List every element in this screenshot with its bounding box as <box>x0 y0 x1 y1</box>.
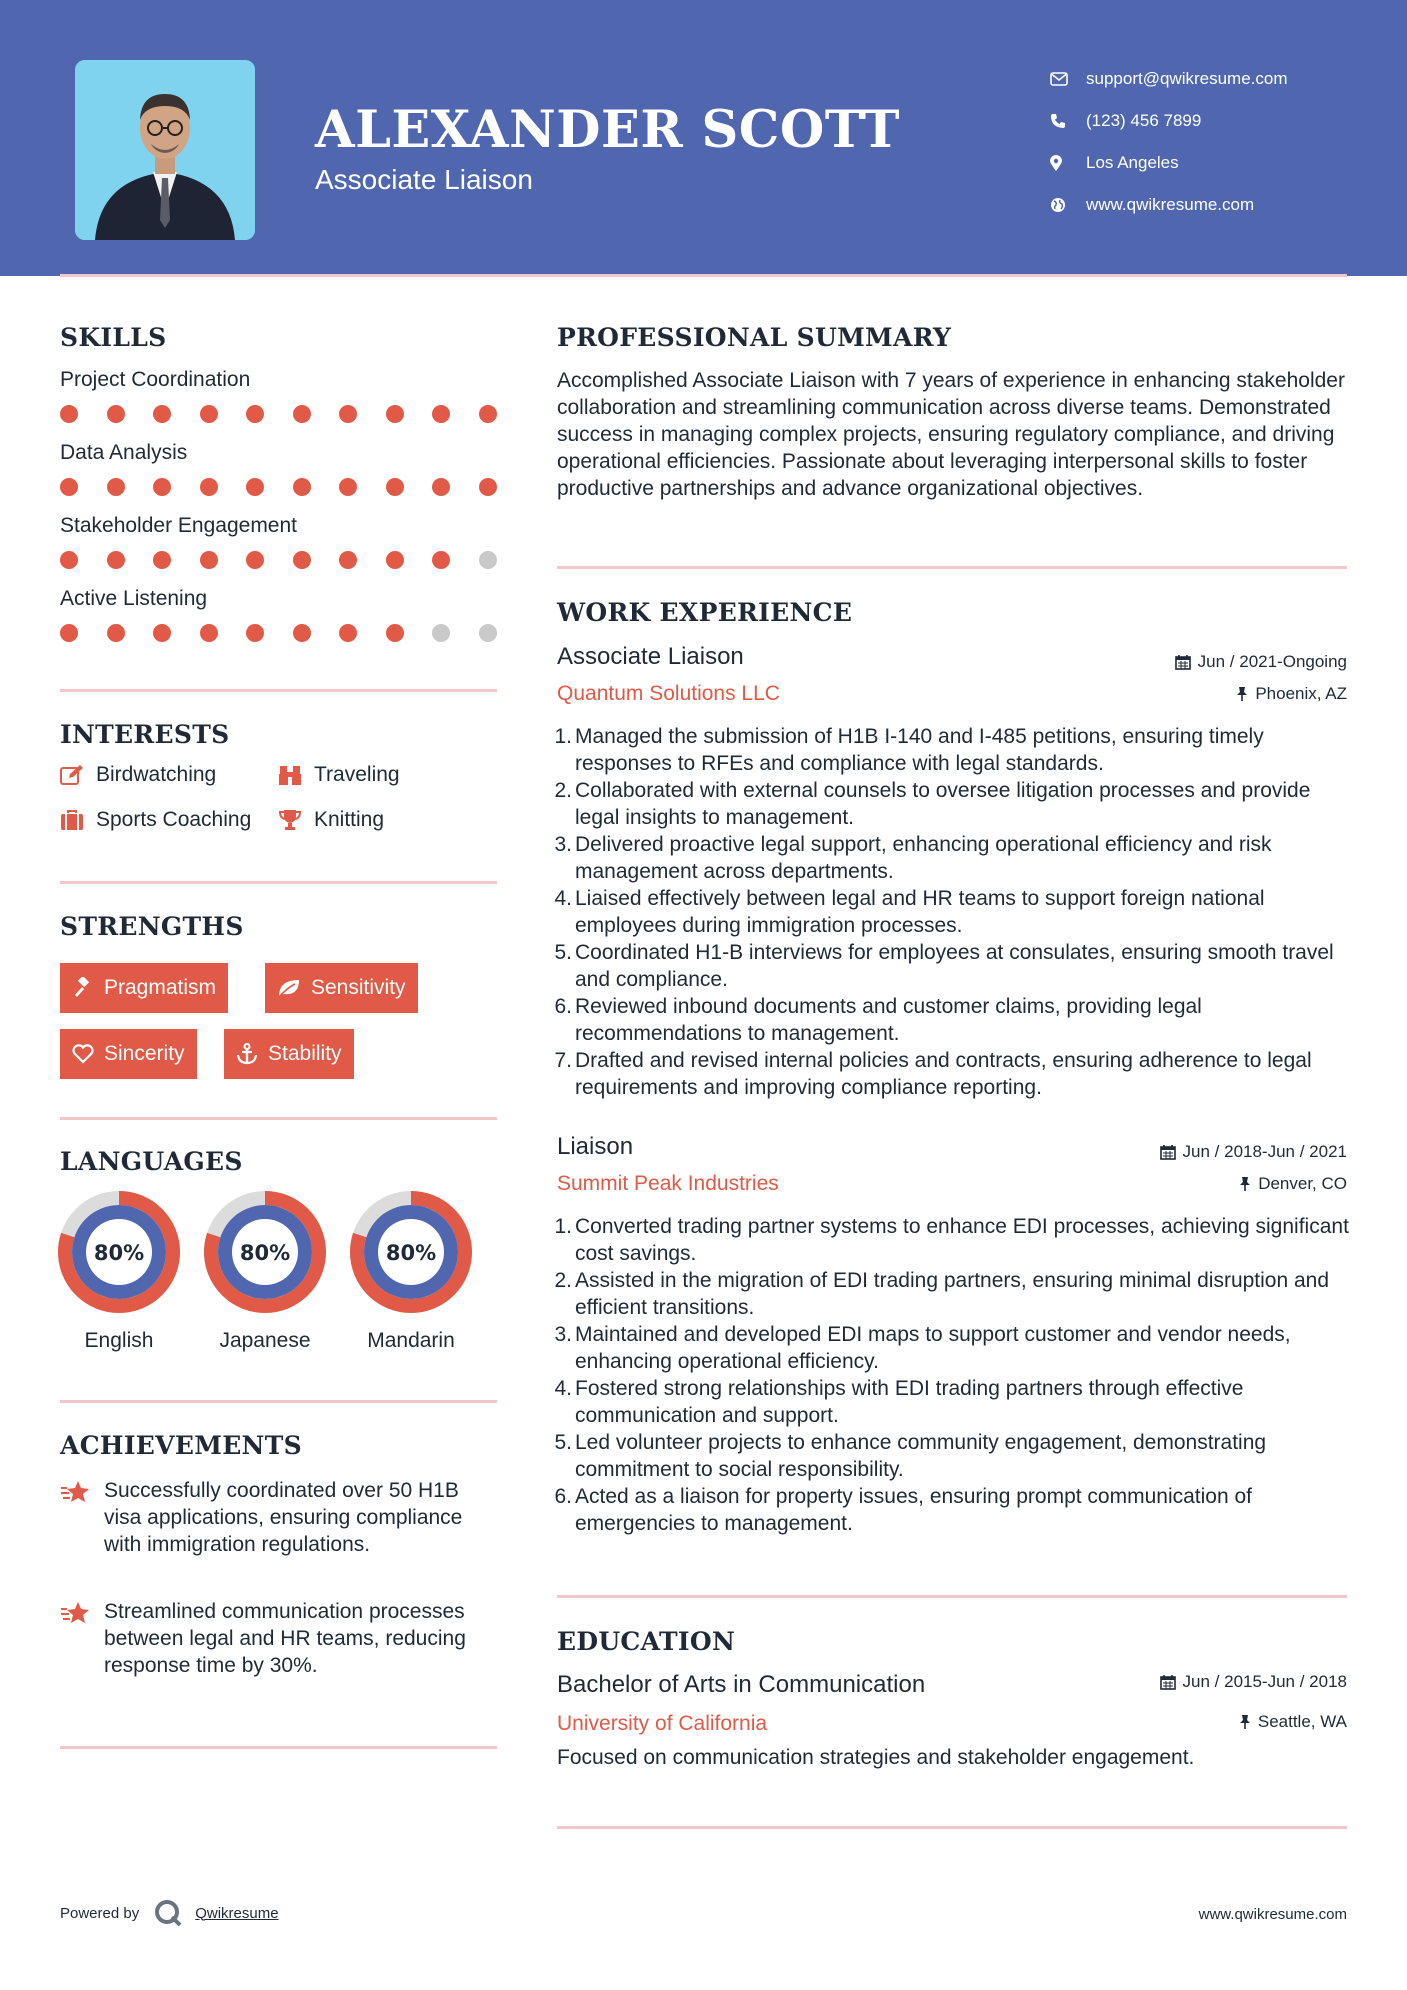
job-bullet: 1. Converted trading partner systems to enhance EDI processes, achieving significant cost savings. <box>554 1215 1349 1265</box>
rating-dot <box>293 551 311 569</box>
strength-badge <box>265 963 418 1013</box>
interest-item <box>60 763 216 787</box>
rating-dot <box>153 551 171 569</box>
achievement-text: Streamlined communication processes between legal and HR teams, reducing response time by 30%. <box>104 1600 466 1677</box>
job-bullet: 6. Acted as a liaison for property issues, ensuring prompt communication of emergencies to management. <box>554 1485 1252 1535</box>
rating-dot <box>479 478 497 496</box>
trophy-icon <box>278 809 314 831</box>
skill-rating <box>60 624 525 642</box>
job-title: Liaison <box>557 1133 634 1160</box>
rating-dot <box>479 405 497 423</box>
rating-dot <box>386 478 404 496</box>
job-bullet: 3. Delivered proactive legal support, enhancing operational efficiency and risk management across departments. <box>554 833 1272 883</box>
calendar-icon <box>1160 1144 1176 1160</box>
achievement-item <box>60 1598 500 1679</box>
rating-dot <box>246 478 264 496</box>
contact-website-text: www.qwikresume.com <box>1086 195 1255 214</box>
anchor-icon <box>236 1043 258 1065</box>
job-bullet: 3. Maintained and developed EDI maps to support customer and vendor needs, enhancing operational efficiency. <box>554 1323 1291 1373</box>
rating-dot <box>339 405 357 423</box>
rating-dot <box>293 405 311 423</box>
rating-dot <box>246 551 264 569</box>
education-location <box>1239 1712 1347 1732</box>
calendar-icon <box>1160 1674 1176 1690</box>
rating-dot <box>432 551 450 569</box>
skill-rating <box>60 551 525 569</box>
rating-dot <box>339 551 357 569</box>
rating-dot <box>432 478 450 496</box>
language-item <box>203 1190 327 1353</box>
contact-email[interactable] <box>1050 58 1288 100</box>
strength-label: Stability <box>268 1042 342 1065</box>
rating-dot <box>200 405 218 423</box>
job-bullet: 4. Liaised effectively between legal and HR teams to support foreign national employees during immigration processes. <box>554 887 1265 937</box>
language-name: Mandarin <box>367 1329 455 1352</box>
skills-heading: SKILLS <box>60 323 167 352</box>
candidate-name: ALEXANDER SCOTT <box>315 100 900 160</box>
pushpin-icon <box>1239 1714 1251 1730</box>
rating-dot <box>246 405 264 423</box>
pushpin-icon <box>1236 686 1248 702</box>
heart-icon <box>72 1044 94 1064</box>
section-divider <box>60 881 497 884</box>
job-bullet: 2. Assisted in the migration of EDI trading partners, ensuring minimal disruption and efficient transitions. <box>554 1269 1330 1319</box>
rating-dot <box>432 624 450 642</box>
rating-dot <box>339 478 357 496</box>
language-name: Japanese <box>219 1329 311 1352</box>
binoculars-icon <box>278 764 314 786</box>
job-dates-text: Jun / 2021-Ongoing <box>1197 652 1347 671</box>
job-dates-text: Jun / 2018-Jun / 2021 <box>1182 1142 1347 1161</box>
job-bullet: 4. Fostered strong relationships with EDI trading partners through effective communication and support. <box>554 1377 1244 1427</box>
leaf-icon <box>277 978 301 998</box>
job-bullet-list <box>554 1213 1352 1537</box>
summary-text: Accomplished Associate Liaison with 7 years of experience in enhancing stakeholder collaboration and streamlining communication across diverse teams. Demonstrated success in managing complex projects, ensuring regulatory compliance, and driving operational efficiencies. Passionate about leveraging interpersonal skills to foster productive partnerships and advance organizational objectives. <box>557 369 1345 500</box>
language-item <box>57 1190 181 1353</box>
education-dates-text: Jun / 2015-Jun / 2018 <box>1182 1672 1347 1691</box>
star-medal-icon <box>60 1477 104 1558</box>
rating-dot <box>107 478 125 496</box>
rating-dot <box>60 405 78 423</box>
strength-label: Sensitivity <box>311 976 406 999</box>
job-location-text: Denver, CO <box>1258 1174 1347 1193</box>
job-location <box>1236 684 1347 704</box>
education-description: Focused on communication strategies and stakeholder engagement. <box>557 1746 1195 1769</box>
job-bullet: 5. Coordinated H1-B interviews for employees at consulates, ensuring smooth travel and compliance. <box>554 941 1334 991</box>
interest-item <box>278 763 400 787</box>
rating-dot <box>153 624 171 642</box>
job-bullet: 7. Drafted and revised internal policies and contracts, ensuring adherence to legal requirements and improving compliance reporting. <box>554 1049 1312 1099</box>
rating-dot <box>200 551 218 569</box>
language-percent: 80% <box>93 1241 145 1265</box>
interests-heading: INTERESTS <box>60 720 230 749</box>
interest-label: Traveling <box>314 763 400 786</box>
strength-badge <box>224 1029 354 1079</box>
skill-name: Stakeholder Engagement <box>60 514 297 537</box>
interest-label: Sports Coaching <box>96 808 252 831</box>
briefcase-icon <box>60 809 96 831</box>
rating-dot <box>293 624 311 642</box>
profile-photo <box>75 60 255 240</box>
section-divider <box>60 1746 497 1749</box>
skill-rating <box>60 405 525 423</box>
skill-name: Active Listening <box>60 587 208 610</box>
contact-location <box>1050 142 1288 184</box>
achievements-heading: ACHIEVEMENTS <box>60 1431 302 1460</box>
section-divider <box>60 1117 497 1120</box>
education-dates <box>1160 1672 1347 1692</box>
rating-dot <box>107 551 125 569</box>
rating-dot <box>386 405 404 423</box>
language-ring <box>349 1190 473 1314</box>
strength-label: Sincerity <box>104 1042 185 1065</box>
email-icon <box>1050 72 1086 86</box>
languages-heading: LANGUAGES <box>60 1147 243 1176</box>
experience-heading: WORK EXPERIENCE <box>557 598 853 627</box>
strength-badge <box>60 963 228 1013</box>
skill-name: Project Coordination <box>60 368 251 391</box>
education-school: University of California <box>557 1712 768 1735</box>
job-bullet-list <box>554 723 1352 1101</box>
strength-label: Pragmatism <box>104 976 217 999</box>
achievement-text: Successfully coordinated over 50 H1B visa applications, ensuring compliance with immigration regulations. <box>104 1479 463 1556</box>
job-bullet: 1. Managed the submission of H1B I-140 and I-485 petitions, ensuring timely responses to RFEs and compliance with legal standards. <box>554 725 1264 775</box>
section-divider <box>557 1826 1347 1829</box>
language-percent: 80% <box>239 1241 291 1265</box>
interest-label: Knitting <box>314 808 385 831</box>
calendar-icon <box>1175 654 1191 670</box>
rating-dot <box>107 405 125 423</box>
achievement-item <box>60 1477 500 1558</box>
education-degree: Bachelor of Arts in Communication <box>557 1671 926 1698</box>
job-title: Associate Liaison <box>557 643 744 670</box>
skill-rating <box>60 478 525 496</box>
section-divider <box>557 566 1347 569</box>
job-location <box>1239 1174 1347 1194</box>
education-heading: EDUCATION <box>557 1627 736 1656</box>
powered-by-text: Powered by <box>60 1904 140 1922</box>
job-company: Summit Peak Industries <box>557 1172 779 1195</box>
star-medal-icon <box>60 1598 104 1679</box>
contact-email-text: support@qwikresume.com <box>1086 69 1288 88</box>
job-company: Quantum Solutions LLC <box>557 682 780 705</box>
contact-location-text: Los Angeles <box>1086 153 1179 172</box>
section-divider <box>557 1595 1347 1598</box>
education-location-text: Seattle, WA <box>1257 1712 1347 1731</box>
strength-badge <box>60 1029 197 1079</box>
globe-icon <box>1050 197 1086 213</box>
rating-dot <box>293 478 311 496</box>
job-location-text: Phoenix, AZ <box>1255 684 1347 703</box>
rating-dot <box>60 551 78 569</box>
rating-dot <box>60 624 78 642</box>
interest-item <box>60 808 251 832</box>
job-bullet: 6. Reviewed inbound documents and customer claims, providing legal recommendations to management. <box>554 995 1202 1045</box>
interest-item <box>278 808 384 832</box>
rating-dot <box>479 551 497 569</box>
footer-url[interactable]: www.qwikresume.com <box>1198 1906 1347 1923</box>
job-dates <box>1160 1142 1347 1162</box>
section-divider <box>60 1400 497 1403</box>
rating-dot <box>339 624 357 642</box>
header-banner <box>0 0 1407 276</box>
footer-brand-link[interactable]: Qwikresume <box>195 1904 279 1922</box>
qwikresume-logo-icon <box>153 1898 183 1928</box>
job-bullet: 2. Collaborated with external counsels to oversee litigation processes and provide legal insights to management. <box>554 779 1311 829</box>
language-item <box>349 1190 473 1353</box>
rating-dot <box>200 624 218 642</box>
rating-dot <box>153 405 171 423</box>
summary-heading: PROFESSIONAL SUMMARY <box>557 323 952 352</box>
contact-website[interactable] <box>1050 184 1288 226</box>
candidate-title: Associate Liaison <box>315 164 533 195</box>
interest-label: Birdwatching <box>96 763 217 786</box>
job-bullet: 5. Led volunteer projects to enhance community engagement, demonstrating commitment to social responsibility. <box>554 1431 1267 1481</box>
rating-dot <box>60 478 78 496</box>
skill-name: Data Analysis <box>60 441 188 464</box>
rating-dot <box>200 478 218 496</box>
rating-dot <box>432 405 450 423</box>
language-ring <box>57 1190 181 1314</box>
contact-phone[interactable] <box>1050 100 1288 142</box>
rating-dot <box>153 478 171 496</box>
pencil-square-icon <box>60 764 96 786</box>
pushpin-icon <box>1239 1176 1251 1192</box>
footer-powered-by <box>60 1898 279 1928</box>
rating-dot <box>479 624 497 642</box>
language-percent: 80% <box>385 1241 437 1265</box>
location-pin-icon <box>1050 155 1086 172</box>
rating-dot <box>386 624 404 642</box>
phone-icon <box>1050 113 1086 129</box>
contact-phone-text: (123) 456 7899 <box>1086 111 1202 130</box>
language-ring <box>203 1190 327 1314</box>
strengths-heading: STRENGTHS <box>60 912 244 941</box>
header-divider <box>60 274 1347 277</box>
rating-dot <box>386 551 404 569</box>
language-name: English <box>84 1329 154 1352</box>
section-divider <box>60 689 497 692</box>
rating-dot <box>107 624 125 642</box>
rating-dot <box>246 624 264 642</box>
contact-list <box>1050 58 1288 226</box>
job-dates <box>1175 652 1347 672</box>
gavel-icon <box>72 977 94 999</box>
